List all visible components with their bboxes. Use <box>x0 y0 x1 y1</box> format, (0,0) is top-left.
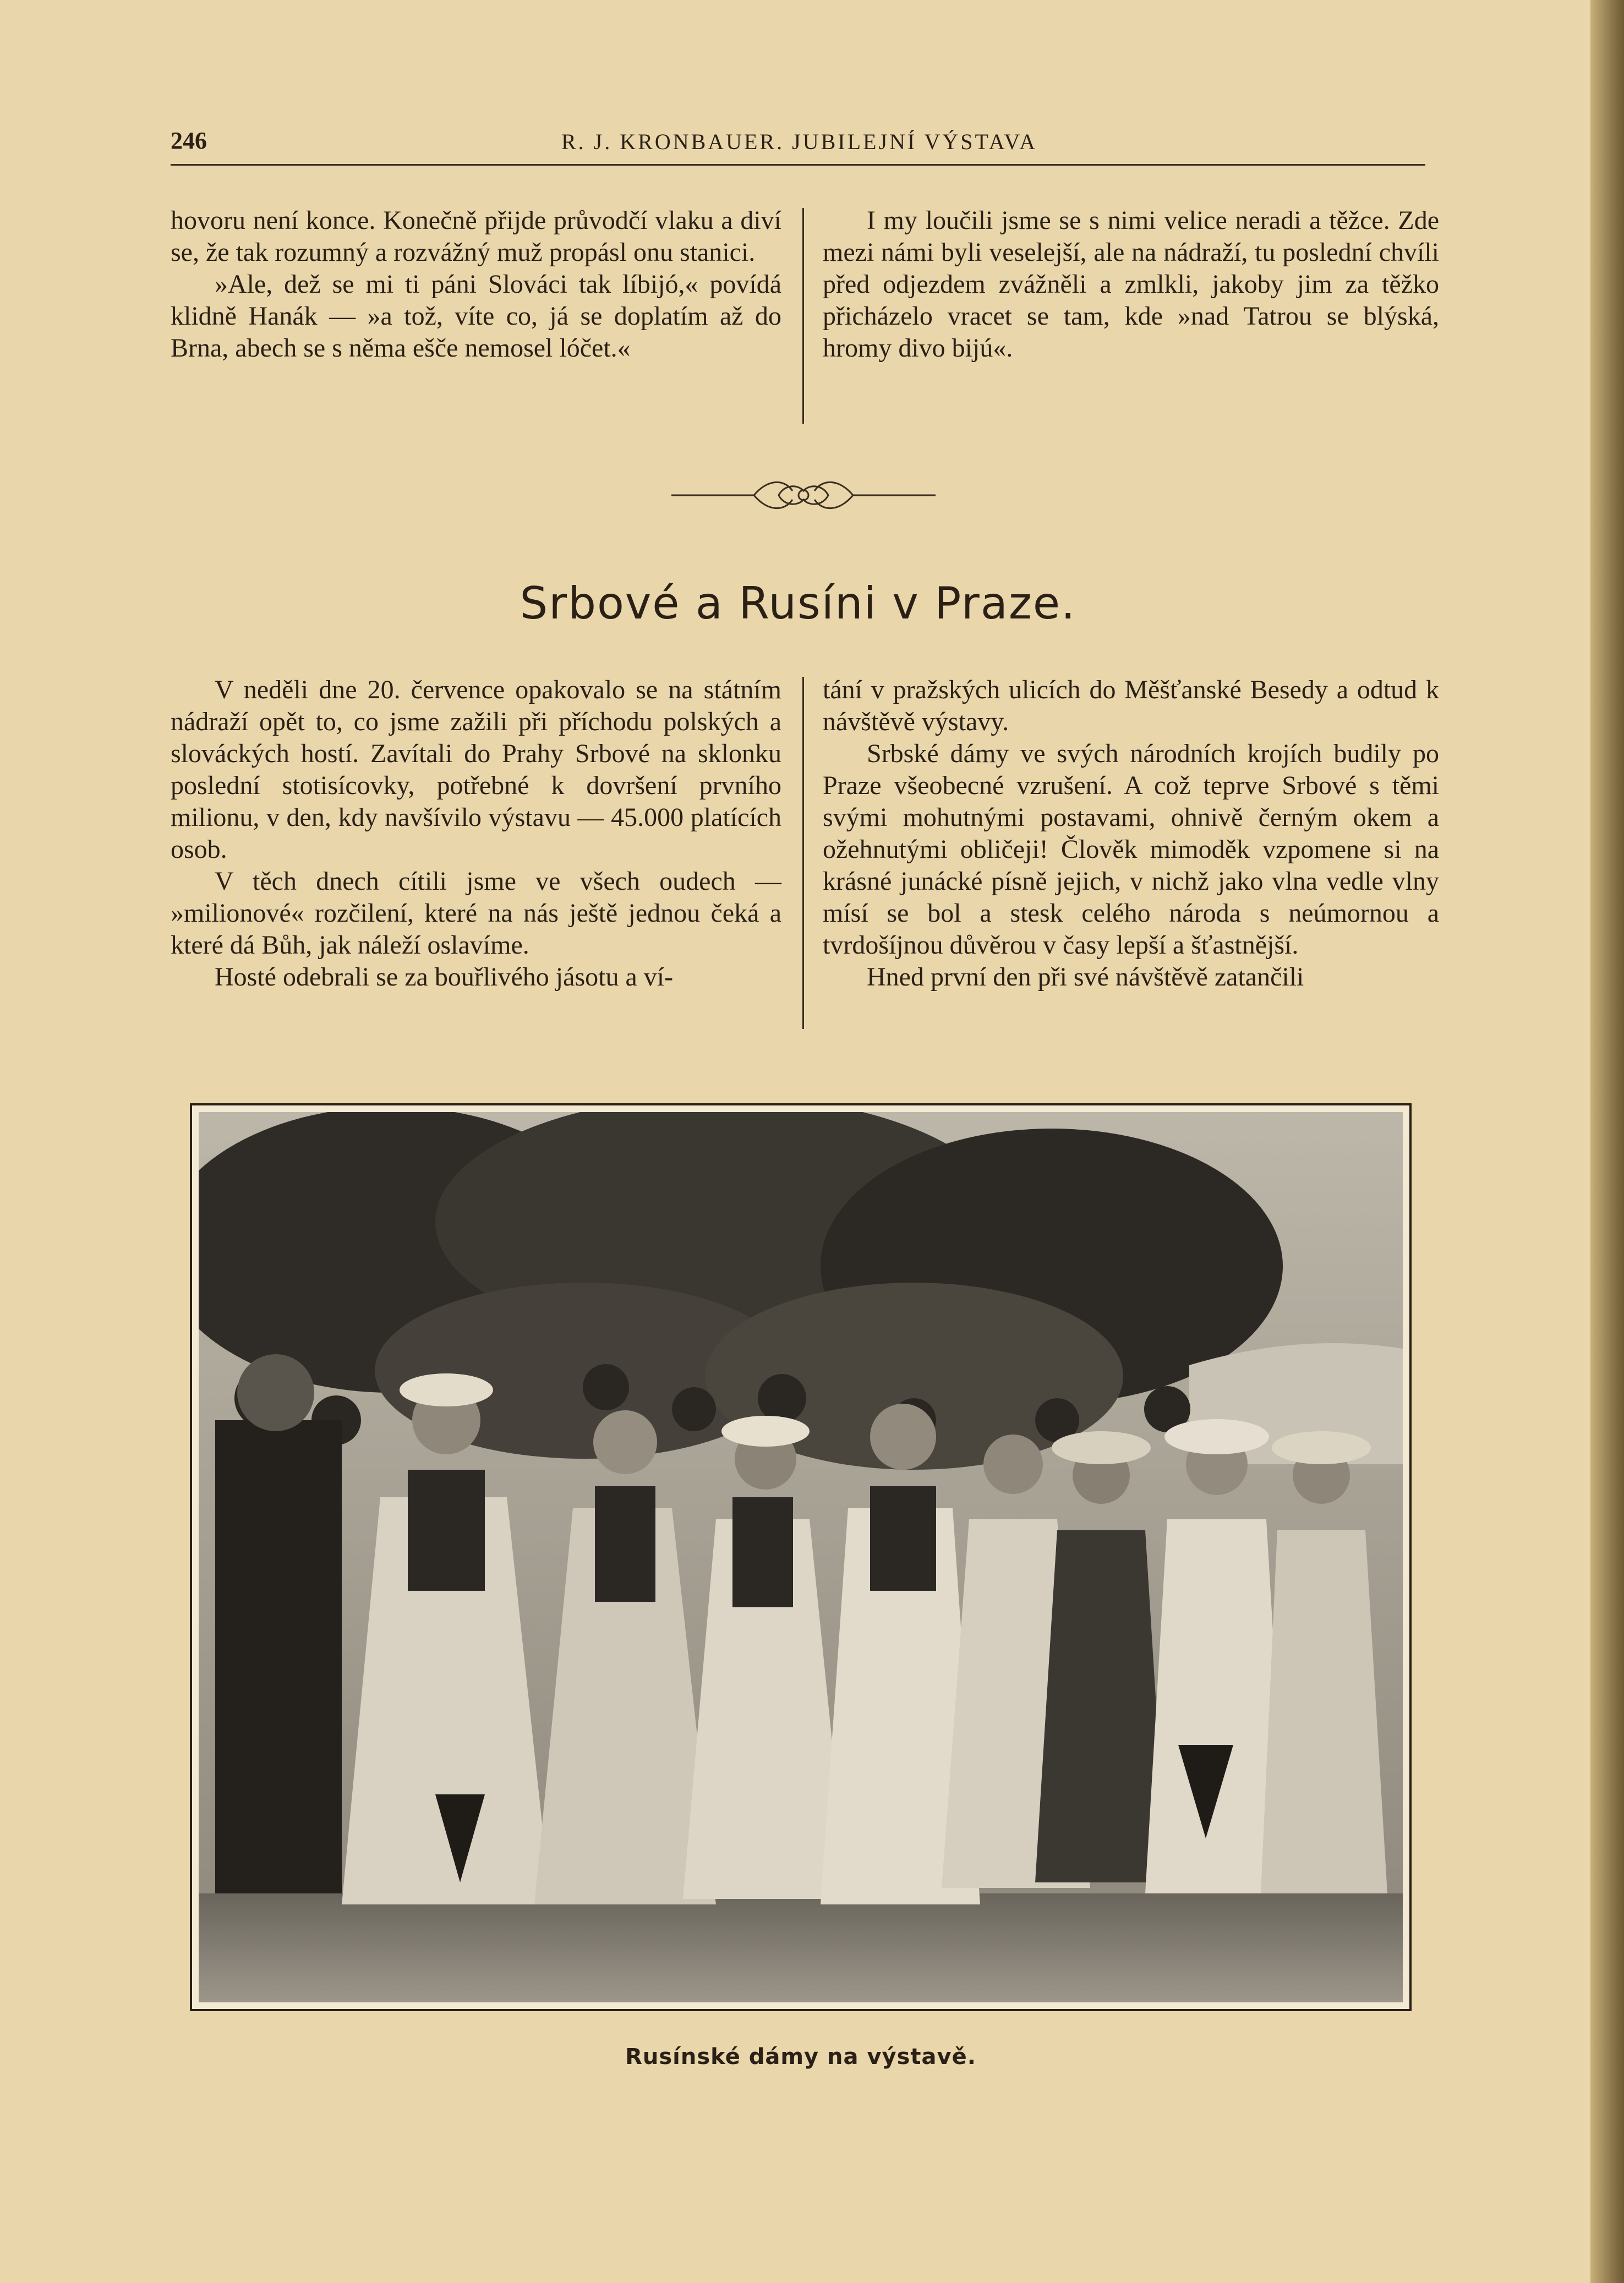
article-left-paragraph-2: V těch dnech cítili jsme ve všech oudech — »milionové« rozčilení, které na nás ještě jednou čeká a které dá Bůh, jak náleží oslavíme. <box>171 867 781 960</box>
page-edge <box>1590 0 1624 2283</box>
article-right-paragraph-1: tání v pražských ulicích do Měšťanské Besedy a odtud k návštěvě výstavy. <box>823 675 1439 736</box>
top-right-column <box>823 205 1439 364</box>
top-right-paragraph-1: I my loučili jsme se s nimi velice neradi a těžce. Zde mezi námi byli veselejší, ale na nádraží, tu poslední chvíli před odjezdem zvážněli a zmlkli, jakoby jim za těžko přicházelo vracet se tam, kde »nad Tatrou se blýská, hromy divo bijú«. <box>823 206 1439 363</box>
article-title: Srbové a Rusíni v Praze. <box>520 578 1076 629</box>
top-left-column <box>171 205 781 364</box>
top-left-paragraph-2: »Ale, dež se mi ti páni Slováci tak líbijó,« povídá klidně Hanák — »a tož, víte co, já se doplatím až do Brna, abech se s něma ešče nemosel lóčet.« <box>171 270 781 363</box>
article-right-paragraph-2: Srbské dámy ve svých národních krojích budily po Praze všeobecné vzrušení. A což teprve Srbové s těmi svými mohutnými postavami, ohnivě černým okem a ožehnutými obličeji! Člověk mimoděk vzpomene si na krásné junácké písně jejich, v nichž jako vlna vedle vlny mísí se bol a stesk celého národa s neúmornou a tvrdošíjnou důvěrou v časy lepší a šťastnější. <box>823 739 1439 960</box>
article-right-paragraph-3: Hned první den při své návštěvě zatančili <box>867 962 1304 992</box>
running-head: R. J. KRONBAUER. JUBILEJNÍ VÝSTAVA <box>561 129 1038 154</box>
article-right-column <box>823 674 1439 993</box>
photo-caption: Rusínské dámy na výstavě. <box>625 2044 976 2070</box>
article-left-paragraph-1: V neděli dne 20. července opakovalo se na státním nádraží opět to, co jsme zažili při příchodu polských a slováckých hostí. Zavítali do Prahy Srbové na sklonku poslední stotisícovky, potřebné k dovršení prvního milionu, v den, kdy navšívilo výstavu — 45.000 platících osob. <box>171 675 781 864</box>
column-divider-top <box>802 208 804 424</box>
top-left-paragraph-1: hovoru není konce. Konečně přijde průvodčí vlaku a diví se, že tak rozumný a rozvážný muž propásl onu stanici. <box>171 206 781 267</box>
page-header <box>171 127 1425 165</box>
article-left-column <box>171 674 781 993</box>
photo-illustration <box>199 1112 1403 2002</box>
header-rule <box>171 164 1425 166</box>
group-photograph <box>199 1112 1403 2002</box>
column-divider-article <box>802 677 804 1029</box>
page-number: 246 <box>171 127 207 154</box>
article-left-paragraph-3: Hosté odebrali se za bouřlivého jásotu a ví- <box>215 962 674 992</box>
ornament-divider <box>671 468 936 523</box>
photo-frame <box>190 1103 1412 2011</box>
